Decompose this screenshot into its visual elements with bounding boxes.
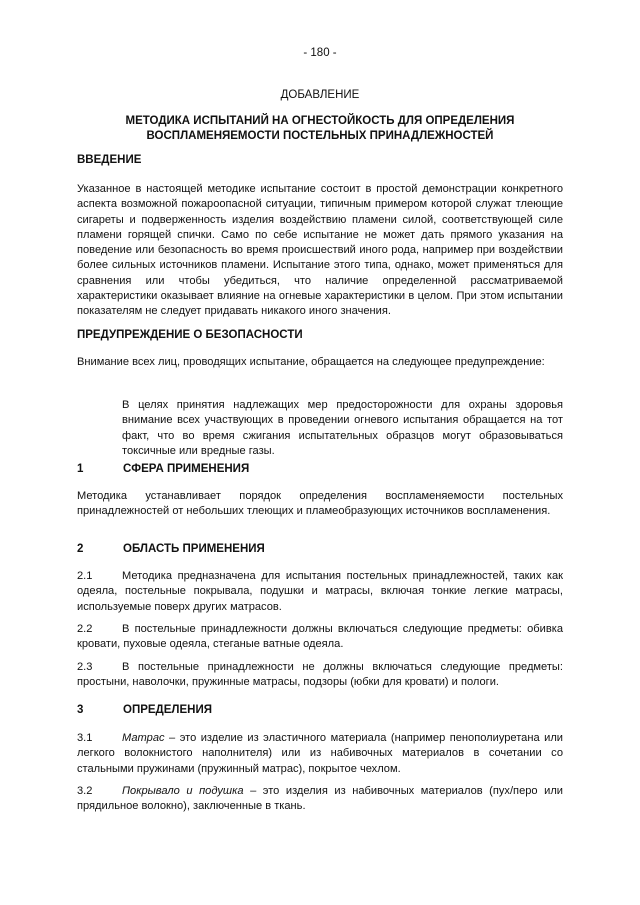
paragraph-number: 3.2 (77, 785, 93, 797)
safety-heading: ПРЕДУПРЕЖДЕНИЕ О БЕЗОПАСНОСТИ (77, 329, 303, 341)
section-2-heading (77, 542, 265, 557)
paragraph-2-1 (77, 569, 563, 615)
paragraph-text: В постельные принадлежности должны включаться следующие предметы: обивка кровати, пуховые одеяла, стеганые ватные одеяла. (77, 623, 563, 651)
paragraph-text: – это изделие из эластичного материала (например пенополиуретана или легкого волокнистого наполнителя) или из набивочных материалов в сочетании со стальными пружинами (пружинный матрас), покрытое чехлом. (77, 732, 563, 775)
addendum-label: ДОБАВЛЕНИЕ (280, 89, 360, 101)
section-1-paragraph: Методика устанавливает порядок определения воспламеняемости постельных принадлежностей от небольших тлеющих и пламеобразующих источников воспламенения. (77, 490, 563, 518)
safety-warning: В целях принятия надлежащих мер предосторожности для охраны здоровья внимание всех участвующих в проведении огневого испытания обращается на тот факт, что во время сжигания испытательных образцов могут образовываться токсичные или вредные газы. (122, 399, 563, 457)
term: Матрас (122, 732, 165, 744)
paragraph-number: 2.1 (77, 570, 93, 582)
paragraph-2-2 (77, 622, 563, 653)
page-title: МЕТОДИКА ИСПЫТАНИЙ НА ОГНЕСТОЙКОСТЬ ДЛЯ ОПРЕДЕЛЕНИЯ ВОСПЛАМЕНЯЕМОСТИ ПОСТЕЛЬНЫХ ПРИНАДЛЕЖНОСТЕЙ (125, 115, 515, 142)
intro-paragraph: Указанное в настоящей методике испытание состоит в простой демонстрации конкретного аспекта возможной пожароопасной ситуации, типичным примером которой служат тлеющие сигареты и подверженность изделия воздействию пламени силой, соответствующей силе пламени горящей спички. Само по себе испытание не может дать прямого указания на поведение или безопасность во время происшествий иного рода, например при воздействии более сильных источников пламени. Испытание этого типа, однако, может применяться для сравнения или чтобы убедиться, что наличие определенной рассматриваемой характеристики оказывает влияние на огневые характеристики в целом. При этом испытании показателям не следует придавать никакого иного значения. (77, 183, 563, 318)
paragraph-number: 3.1 (77, 732, 93, 744)
section-3-heading (77, 703, 212, 718)
safety-paragraph: Внимание всех лиц, проводящих испытание, обращается на следующее предупреждение: (77, 356, 545, 368)
section-number: 3 (77, 704, 84, 716)
paragraph-text: – это изделия из набивочных материалов (пух/перо или прядильное волокно), заключенные в ткань. (77, 785, 563, 813)
section-title: ОБЛАСТЬ ПРИМЕНЕНИЯ (123, 543, 265, 555)
section-number: 2 (77, 543, 84, 555)
paragraph-3-2 (77, 784, 563, 815)
term: Покрывало и подушка (122, 785, 244, 797)
section-title: ОПРЕДЕЛЕНИЯ (123, 704, 212, 716)
paragraph-text: Методика предназначена для испытания постельных принадлежностей, таких как одеяла, постельные покрывала, подушки и матрасы, включая тонкие легкие матрасы, используемые поверх других матрасов. (77, 570, 563, 613)
section-1-heading (77, 462, 249, 477)
section-number: 1 (77, 463, 84, 475)
section-title: СФЕРА ПРИМЕНЕНИЯ (123, 463, 250, 475)
paragraph-number: 2.3 (77, 661, 93, 673)
intro-heading: ВВЕДЕНИЕ (77, 154, 142, 166)
paragraph-number: 2.2 (77, 623, 93, 635)
paragraph-text: В постельные принадлежности не должны включаться следующие предметы: простыни, наволочки, пружинные матрасы, подзоры (юбки для кровати) и пологи. (77, 661, 563, 689)
page-number: - 180 - (303, 47, 337, 59)
paragraph-2-3 (77, 660, 563, 691)
paragraph-3-1 (77, 731, 563, 777)
